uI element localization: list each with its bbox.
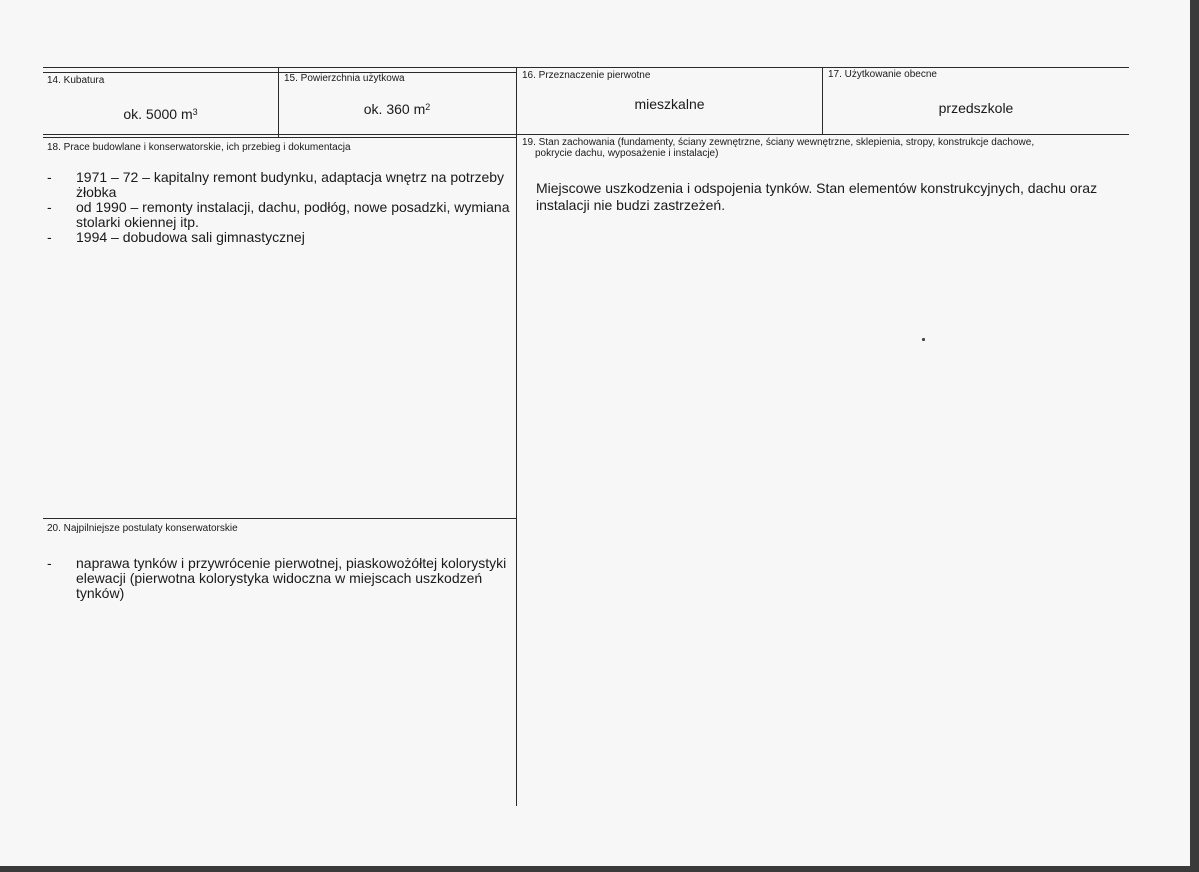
field-18-list bbox=[47, 170, 513, 245]
bullet-dash: - bbox=[47, 555, 52, 571]
list-item bbox=[47, 230, 513, 245]
field-15-value-sup: 2 bbox=[425, 102, 431, 112]
list-item bbox=[47, 200, 513, 230]
row-divider-1 bbox=[43, 134, 1129, 135]
field-20-list bbox=[47, 556, 523, 601]
top-rule-left-segment bbox=[43, 72, 517, 73]
list-item-text: 1994 – dobudowa sali gimnastycznej bbox=[76, 229, 305, 245]
field-19-label-line1: 19. Stan zachowania (fundamenty, ściany zewnętrzne, ściany wewnętrzne, sklepienia, stropy, konstrukcje dachowe, bbox=[522, 137, 1035, 148]
row-divider-2 bbox=[43, 518, 517, 519]
column-divider-main bbox=[516, 67, 517, 806]
field-16-value: mieszkalne bbox=[634, 96, 705, 112]
field-20-label: 20. Najpilniejsze postulaty konserwatorskie bbox=[47, 523, 238, 534]
list-item bbox=[47, 170, 513, 200]
scan-edge-bottom bbox=[0, 866, 1199, 872]
field-14-value-sup: 3 bbox=[192, 107, 198, 117]
scan-edge-right bbox=[1190, 0, 1199, 872]
field-15-value-text: ok. 360 m bbox=[363, 101, 426, 117]
field-17-label: 17. Użytkowanie obecne bbox=[828, 69, 937, 80]
bullet-dash: - bbox=[47, 169, 52, 185]
bullet-dash: - bbox=[47, 229, 52, 245]
field-14-label: 14. Kubatura bbox=[47, 75, 105, 86]
field-19-text: Miejscowe uszkodzenia i odspojenia tynków. Stan elementów konstrukcyjnych, dachu oraz instalacji nie budzi zastrzeżeń. bbox=[536, 180, 1098, 213]
field-14-value bbox=[43, 106, 278, 122]
field-18-label: 18. Prace budowlane i konserwatorskie, ich przebieg i dokumentacja bbox=[47, 142, 351, 153]
list-item-text: naprawa tynków i przywrócenie pierwotnej, piaskowożółtej kolorystyki elewacji (pierwotna kolorystyka widoczna w miejscach uszkodzeń tynków) bbox=[76, 555, 507, 601]
field-16-label: 16. Przeznaczenie pierwotne bbox=[522, 70, 651, 81]
scan-speck bbox=[922, 338, 925, 341]
bullet-dash: - bbox=[47, 199, 52, 215]
top-rule bbox=[43, 67, 1129, 68]
field-17-value: przedszkole bbox=[938, 100, 1014, 116]
field-15-label: 15. Powierzchnia użytkowa bbox=[284, 73, 405, 84]
field-19-label-line2: pokrycie dachu, wyposażenie i instalacje) bbox=[535, 148, 719, 159]
list-item-text: 1971 – 72 – kapitalny remont budynku, adaptacja wnętrz na potrzeby żłobka bbox=[76, 169, 505, 200]
list-item bbox=[47, 556, 523, 601]
row-divider-1b bbox=[43, 137, 517, 138]
field-15-value bbox=[278, 101, 516, 117]
field-14-value-text: ok. 5000 m bbox=[123, 106, 193, 122]
list-item-text: od 1990 – remonty instalacji, dachu, podłóg, nowe posadzki, wymiana stolarki okiennej itp. bbox=[76, 199, 510, 230]
